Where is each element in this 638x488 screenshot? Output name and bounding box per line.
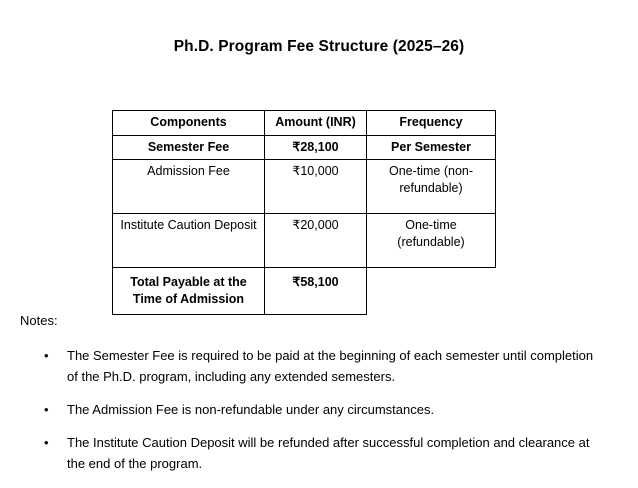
- page-title: Ph.D. Program Fee Structure (2025–26): [173, 38, 465, 55]
- list-item: [20, 399, 600, 420]
- list-item-text: The Institute Caution Deposit will be refunded after successful completion and clearance at the end of the program.: [67, 435, 590, 472]
- cell-amount: ₹10,000: [265, 160, 367, 214]
- column-header-amount: Amount (INR): [265, 111, 367, 136]
- cell-amount: ₹20,000: [265, 214, 367, 268]
- cell-frequency: Per Semester: [367, 135, 496, 160]
- notes-label: Notes:: [20, 313, 58, 328]
- cell-total-amount: ₹58,100: [265, 268, 367, 315]
- bullet-icon: •: [44, 435, 49, 451]
- list-item-text: The Admission Fee is non-refundable under any circumstances.: [67, 402, 435, 418]
- table-row: [113, 160, 496, 214]
- bullet-icon: •: [44, 348, 49, 363]
- cell-amount: ₹28,100: [265, 135, 367, 160]
- table-row: [113, 214, 496, 268]
- column-header-frequency: Frequency: [367, 111, 496, 136]
- list-item: [20, 345, 600, 387]
- list-item: [20, 432, 600, 474]
- cell-component: Semester Fee: [113, 135, 265, 160]
- table-row: [113, 135, 496, 160]
- cell-frequency: One-time (refundable): [367, 214, 496, 268]
- bullet-icon: •: [44, 402, 49, 418]
- list-item-text: The Semester Fee is required to be paid at the beginning of each semester until completion of the Ph.D. program, including any extended semesters.: [67, 348, 594, 385]
- table-header-row: [113, 111, 496, 136]
- fee-structure-table: [112, 110, 496, 315]
- cell-component: Admission Fee: [113, 160, 265, 214]
- notes-list: [20, 345, 600, 486]
- table-total-row: [113, 268, 496, 315]
- cell-frequency: One-time (non-refundable): [367, 160, 496, 214]
- column-header-components: Components: [113, 111, 265, 136]
- cell-total-frequency-empty: [367, 268, 496, 315]
- cell-component: Institute Caution Deposit: [113, 214, 265, 268]
- cell-total-label: Total Payable at the Time of Admission: [113, 268, 265, 315]
